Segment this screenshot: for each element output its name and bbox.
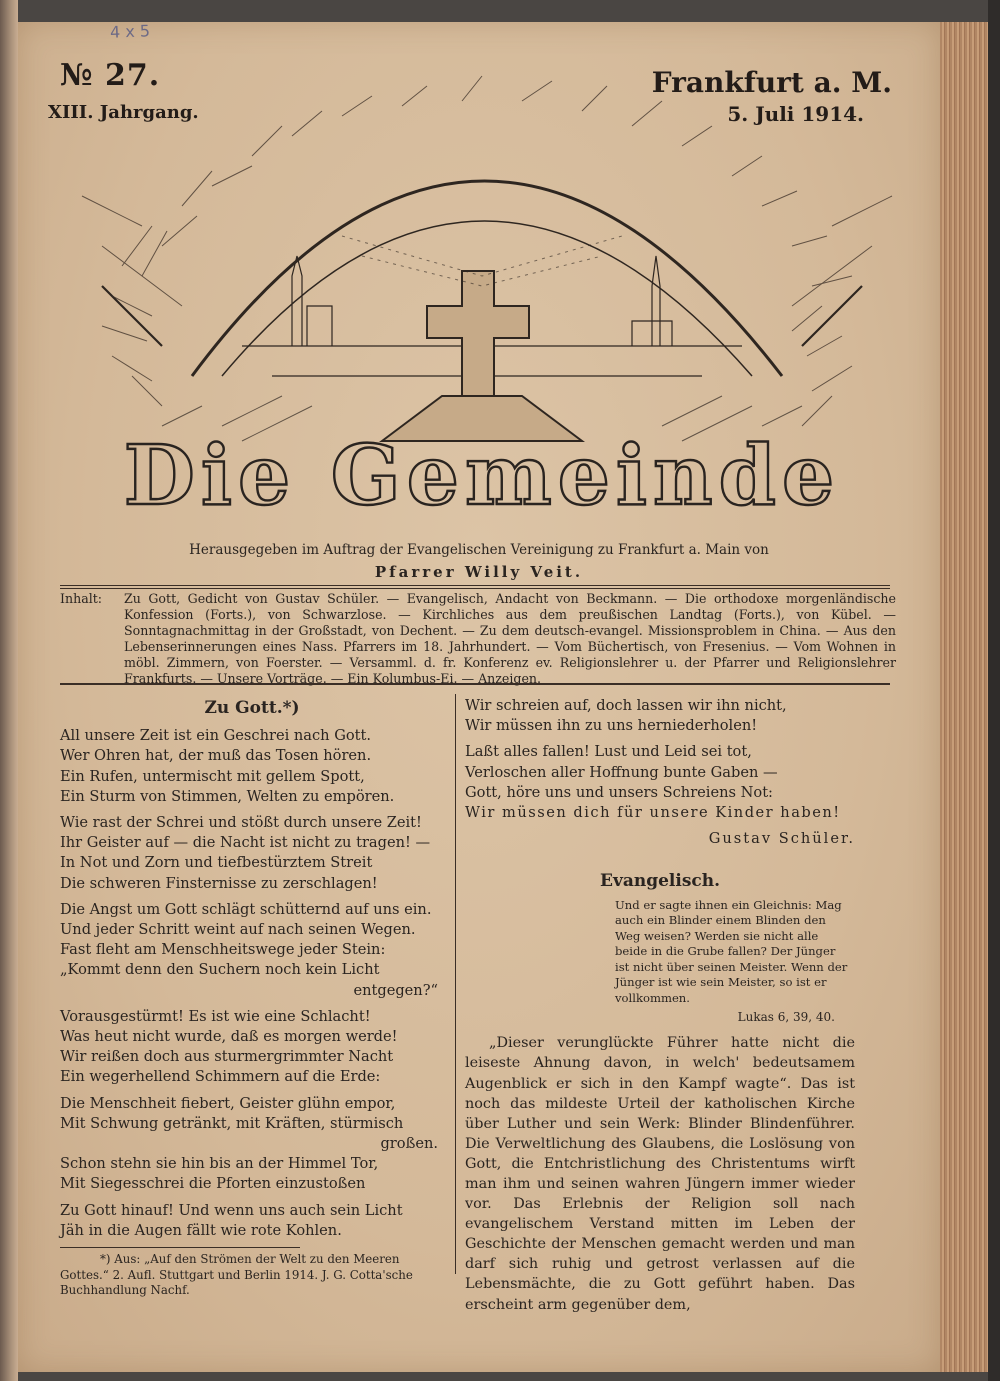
newspaper-page	[18, 22, 940, 1372]
article-title: Evangelisch.	[599, 871, 721, 892]
right-column	[465, 696, 855, 1315]
poem-line: Die schweren Finsternisse zu zerschlagen!	[60, 874, 378, 892]
poem-line: All unsere Zeit ist ein Geschrei nach Gott.	[60, 727, 372, 745]
poem-line: „Kommt denn den Suchern noch kein Licht	[60, 961, 380, 979]
poem-line: Die Menschheit fiebert, Geister glühn empor,	[60, 1094, 396, 1112]
poem-line: Was heut nicht wurde, daß es morgen werde!	[60, 1028, 398, 1046]
poem-line: Ihr Geister auf — die Nacht ist nicht zu tragen! —	[60, 834, 431, 852]
footnote: *) Aus: „Auf den Strömen der Welt zu den Meeren Gottes.“ 2. Aufl. Stuttgart und Berlin 1914. J. G. Cotta'sche Buchhandlung Nachf.	[60, 1252, 413, 1298]
poem-line: Wer Ohren hat, der muß das Tosen hören.	[60, 747, 372, 765]
poem-line: Ein wegerhellend Schimmern auf die Erde:	[60, 1068, 381, 1086]
footnote-rule	[60, 1247, 300, 1248]
poem-line: Die Angst um Gott schlägt schütternd auf uns ein.	[60, 900, 432, 918]
table-of-contents	[60, 591, 896, 687]
poem-line: Wir müssen ihn zu uns herniederholen!	[465, 717, 758, 735]
publisher-line: Herausgegeben im Auftrag der Evangelischen Vereinigung zu Frankfurt a. Main von	[189, 542, 769, 558]
poem-stanza	[60, 726, 444, 807]
bible-reference: Lukas 6, 39, 40.	[737, 1010, 835, 1025]
toc-label: Inhalt:	[60, 591, 103, 606]
poem-stanza	[60, 900, 444, 1001]
city: Frankfurt a. M.	[651, 66, 892, 99]
poem-stanza	[60, 1007, 444, 1088]
poem-stanza	[465, 696, 855, 736]
poem-line: In Not und Zorn und tiefbestürztem Streit	[60, 854, 373, 872]
cover-edge	[988, 0, 1000, 1381]
rule-toc-bottom	[60, 683, 890, 685]
poem-line: Mit Siegesschrei die Pforten einzustoßen	[60, 1175, 366, 1193]
poem-author: Gustav Schüler.	[708, 830, 855, 848]
poem-line: Zu Gott hinauf! Und wenn uns auch sein Licht	[60, 1201, 403, 1219]
rule-top	[60, 585, 890, 586]
poem-line: Mit Schwung getränkt, mit Kräften, stürmisch	[60, 1114, 404, 1132]
poem-line: Ein Sturm von Stimmen, Welten zu empören.	[60, 787, 395, 805]
poem-stanza	[60, 1201, 444, 1241]
poem-line: Ein Rufen, untermischt mit gellem Spott,	[60, 767, 365, 785]
poem-line: Schon stehn sie hin bis an der Himmel Tor,	[60, 1155, 379, 1173]
poem-line: entgegen?“	[353, 981, 438, 999]
issue-number: № 27.	[60, 58, 161, 93]
editor-name: Pfarrer Willy Veit.	[374, 563, 584, 581]
poem-line: Fast fleht am Menschheitswege jeder Stein:	[60, 941, 386, 959]
poem-line: großen.	[380, 1135, 438, 1153]
poem-line: Gott, höre uns und unsers Schreiens Not:	[465, 783, 773, 801]
poem-stanza	[60, 813, 444, 894]
poem-line: Jäh in die Augen fällt wie rote Kohlen.	[60, 1221, 342, 1239]
poem-line: Wie rast der Schrei und stößt durch unsere Zeit!	[60, 814, 422, 832]
book-binding	[0, 0, 18, 1381]
poem-line: Wir reißen doch aus sturmergrimmter Nacht	[60, 1048, 394, 1066]
poem-stanza	[60, 1094, 444, 1195]
poem-line: Vorausgestürmt! Es ist wie eine Schlacht!	[60, 1007, 371, 1025]
page-edges	[940, 22, 988, 1372]
pencil-mark: 4 x 5	[109, 21, 151, 42]
issue-date: 5. Juli 1914.	[727, 102, 864, 126]
poem-column	[60, 694, 444, 1299]
column-divider	[455, 694, 456, 1274]
poem-title: Zu Gott.*)	[204, 698, 300, 718]
poem-line: Laßt alles fallen! Lust und Leid sei tot,	[465, 743, 752, 761]
masthead-title: Die Gemeinde	[123, 428, 841, 524]
volume-year: XIII. Jahrgang.	[48, 102, 199, 123]
rule-top-2	[60, 588, 890, 589]
article-body: „Dieser verunglückte Führer hatte nicht die leiseste Ahnung davon, in welch' bedeutsamem Augenblick er sich in den Kampf wagte“. Das ist noch das mildeste Urteil der katholischen Kirche über Luther und sein Werk: Blinder Blindenführer. Die Verweltlichung des Glaubens, die Loslösung von Gott, die Entchristlichung des Christentums wirft man ihm und seinen wahren Jüngern immer wieder vor. Das Erlebnis der Religion soll nach evangelischem Verstand mitten im Leben der Geschichte der Menschen gemacht werden und man darf sich ruhig und getrost verlassen auf die Lebensmächte, die zu Gott geführt haben. Das erscheint arm gegenüber dem,	[465, 1035, 855, 1313]
poem-stanza	[465, 742, 855, 823]
poem-line: Wir schreien auf, doch lassen wir ihn nicht,	[465, 697, 787, 714]
bible-motto: Und er sagte ihnen ein Gleichnis: Mag auch ein Blinder einem Blinden den Weg weisen? Werden sie nicht alle beide in die Grube fallen? Der Jünger ist nicht über seinen Meister. Wenn der Jünger ist wie sein Meister, so ist er vollkommen.	[615, 897, 848, 1005]
poem-line: Und jeder Schritt weint auf nach seinen Wegen.	[60, 921, 416, 939]
poem-line: Verloschen aller Hoffnung bunte Gaben —	[465, 763, 778, 781]
toc-text: Zu Gott, Gedicht von Gustav Schüler. — Evangelisch, Andacht von Beckmann. — Die orthodoxe morgenländische Konfession (Forts.), von Schwarzlose. — Kirchliches aus dem preußischen Landtag (Forts.), von Kübel. — Sonntagnachmittag in der Großstadt, von Dechent. — Zu dem deutsch-evangel. Missionsproblem in China. — Aus den Lebenserinnerungen eines Nass. Pfarrers im 18. Jahrhundert. — Vom Büchertisch, von Fresenius. — Vom Wohnen in möbl. Zimmern, von Foerster. — Versamml. d. fr. Konferenz ev. Religionslehrer u. der Pfarrer und Religionslehrer Frankfurts. — Unsere Vorträge. — Ein Kolumbus-Ei. — Anzeigen.	[124, 591, 896, 686]
poem-line: Wir müssen dich für unsere Kinder haben!	[465, 804, 841, 822]
